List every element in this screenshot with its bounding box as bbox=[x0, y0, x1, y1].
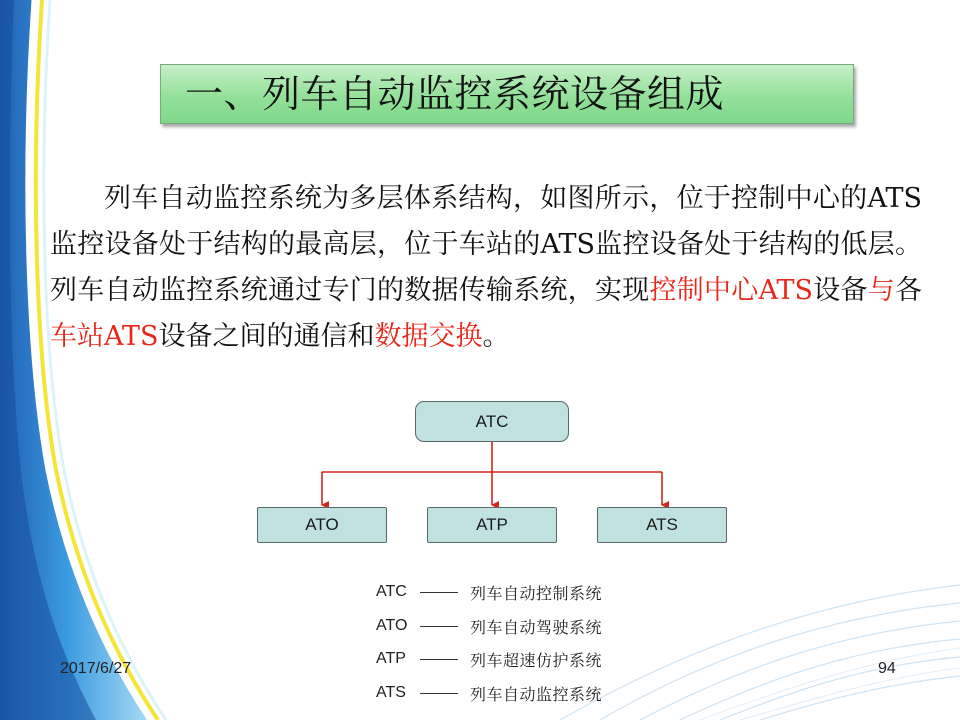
legend-abbr: ATS bbox=[376, 684, 406, 701]
highlight-data-exchange: 数据交换 bbox=[374, 321, 483, 352]
footer-page-number: 94 bbox=[878, 660, 896, 677]
footer-date: 2017/6/27 bbox=[60, 660, 132, 677]
highlight-and: 与 bbox=[867, 275, 896, 306]
highlight-control-center: 控制中心ATS bbox=[649, 275, 814, 306]
diagram-node-atc: ATC bbox=[415, 401, 569, 442]
paragraph-text: 各 bbox=[895, 275, 923, 306]
legend-row-atp bbox=[376, 646, 602, 672]
diagram-node-ats: ATS bbox=[597, 507, 727, 543]
diagram-node-ato: ATO bbox=[257, 507, 387, 543]
legend-desc: 列车自动控制系统 bbox=[470, 585, 603, 603]
paragraph-text: 。 bbox=[482, 321, 510, 352]
legend-dash bbox=[420, 659, 458, 660]
legend-desc: 列车超速仿护系统 bbox=[470, 652, 603, 670]
legend-dash bbox=[420, 626, 458, 627]
legend-abbr: ATC bbox=[376, 583, 407, 600]
paragraph-text: 设备 bbox=[813, 275, 868, 306]
slide-title-banner bbox=[160, 64, 854, 124]
legend-row-ato bbox=[376, 613, 602, 639]
legend-dash bbox=[420, 693, 458, 694]
paragraph-text: 列车自动监控系统为多层体系结构，如图所示，位于控制中心的ATS监控设备处于结构的最高层，位于车站的ATS监控设备处于结构的低层。列车自动监控系统通过专门的数据传输系统，实现 bbox=[50, 183, 922, 306]
highlight-station-ats: 车站ATS bbox=[50, 321, 159, 352]
legend-desc: 列车自动监控系统 bbox=[470, 686, 603, 704]
body-paragraph bbox=[50, 176, 922, 360]
legend-dash bbox=[420, 592, 458, 593]
paragraph-text: 设备之间的通信和 bbox=[158, 321, 375, 352]
legend-abbr: ATP bbox=[376, 650, 406, 667]
legend-abbr: ATO bbox=[376, 617, 408, 634]
slide-title: 一、列车自动监控系统设备组成 bbox=[185, 72, 725, 116]
legend-row-ats bbox=[376, 680, 602, 706]
legend-desc: 列车自动驾驶系统 bbox=[470, 619, 603, 637]
diagram-node-atp: ATP bbox=[427, 507, 557, 543]
legend-row-atc bbox=[376, 579, 602, 605]
